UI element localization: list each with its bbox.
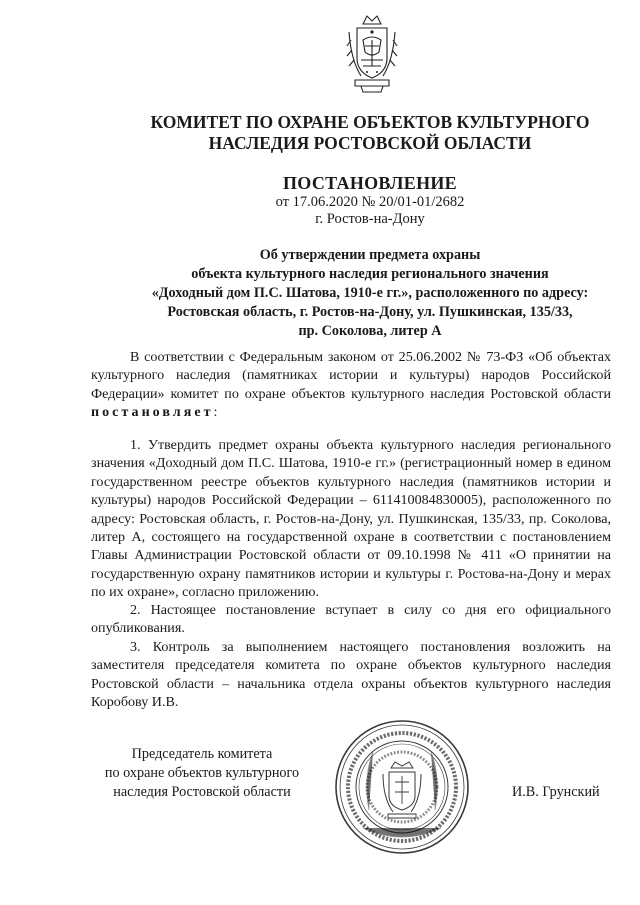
preamble-paragraph	[91, 348, 611, 422]
signer-position-line: по охране объектов культурного	[104, 765, 300, 781]
signer-position-line: наследия Ростовской области	[113, 784, 291, 800]
committee-line-2: НАСЛЕДИЯ РОСТОВСКОЙ ОБЛАСТИ	[208, 133, 532, 153]
signer-position-line: Председатель комитета	[131, 746, 273, 762]
subject-line: пр. Соколова, литер А	[298, 323, 442, 339]
committee-name	[120, 112, 620, 154]
subject-line: «Доходный дом П.С. Шатова, 1910-е гг.», расположенного по адресу:	[151, 285, 589, 301]
coat-of-arms-icon	[341, 10, 403, 94]
preamble-text: В соответствии с Федеральным законом от 25.06.2002 № 73-ФЗ «Об объектах культурного наследия (памятниках истории и культуры) народов Российской Федерации» комитет по охране объектов культурного наследия Ростовской области	[91, 349, 611, 402]
official-seal-icon	[333, 718, 471, 856]
subject-line: Ростовская область, г. Ростов-на-Дону, ул. Пушкинская, 135/33,	[167, 304, 573, 320]
committee-line-1: КОМИТЕТ ПО ОХРАНЕ ОБЪЕКТОВ КУЛЬТУРНОГО	[150, 112, 590, 132]
decree-subject	[100, 246, 640, 341]
item-2-paragraph: 2. Настоящее постановление вступает в силу со дня его официального опубликования.	[91, 602, 611, 637]
decree-city: г. Ростов-на-Дону	[315, 211, 425, 227]
signer-position	[90, 745, 314, 802]
subject-line: объекта культурного наследия регионального значения	[191, 266, 549, 282]
item-3-paragraph: 3. Контроль за выполнением настоящего постановления возложить на заместителя председателя комитета по охране объектов культурного наследия Ростовской области – начальника отдела охраны объектов культурного наследия Коробову И.В.	[91, 639, 611, 711]
decree-header	[200, 172, 540, 228]
decree-title: ПОСТАНОВЛЕНИЕ	[283, 173, 457, 193]
resolves-word: постановляет	[91, 404, 214, 421]
signer-name: И.В. Грунский	[512, 784, 600, 800]
item-1-paragraph: 1. Утвердить предмет охраны объекта культурного наследия регионального значения «Доходный дом П.С. Шатова, 1910-е гг.» (регистрационный номер в едином государственном реестре объектов культурного наследия (памятников истории и культуры) народов Российской Федерации – 611410084830005), расположенного по адресу: Ростовская область, г. Ростов-на-Дону, ул. Пушкинская, 135/33, пр. Соколова, литер А, состоящего на государственной охране в соответствии с постановлением Главы Администрации Ростовской области от 09.10.1998 № 411 «О принятии на государственную охрану памятников истории и культуры г. Ростова-на-Дону и мерах по их охране», согласно приложению.	[91, 437, 611, 601]
decree-date-number: от 17.06.2020 № 20/01-01/2682	[275, 194, 465, 210]
subject-line: Об утверждении предмета охраны	[259, 247, 481, 263]
resolves-suffix: :	[213, 404, 218, 421]
